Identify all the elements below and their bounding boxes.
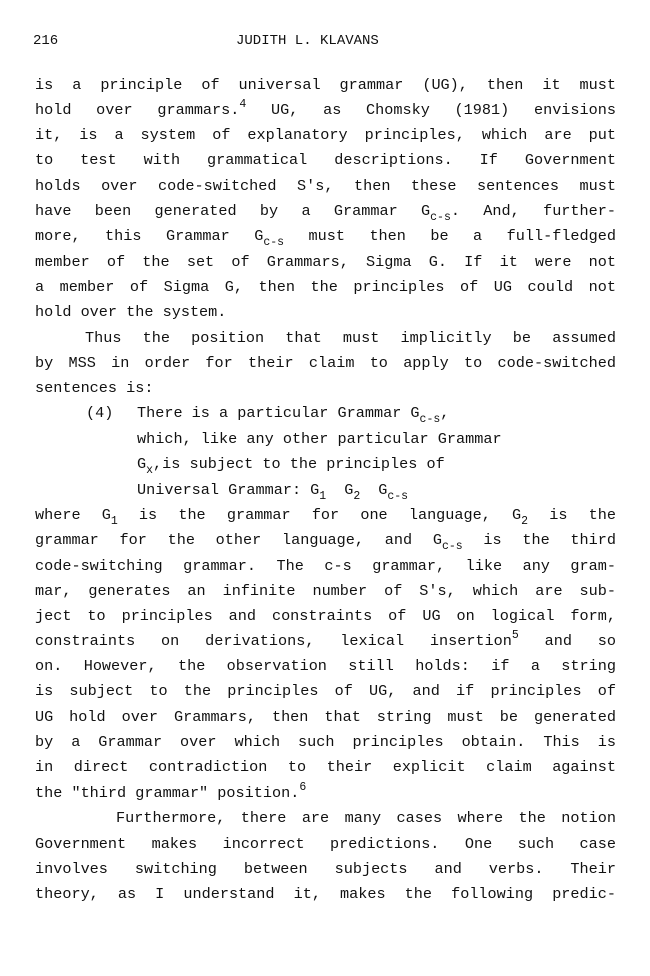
text-line: member of the set of Grammars, Sigma G. If it were not — [35, 253, 616, 271]
example-label: (4) — [86, 404, 114, 422]
text-line: where $G_1$ is the grammar for one language, $G_2$ is the — [35, 506, 616, 528]
text-line: grammar for the other language, and $G_{c-s}$ is the third — [35, 531, 616, 553]
text-line: constraints on derivations, lexical insertion$^5$ and so — [35, 629, 616, 650]
text-line: Government makes incorrect predictions. One such case — [35, 835, 616, 853]
example-line: $G_x,is$ subject to the principles of — [137, 455, 445, 477]
footnote-marker: 6 — [299, 781, 307, 794]
text-line: Thus the position that must implicitly be assumed — [85, 329, 616, 347]
text-line: is a principle of universal grammar (UG), then it must — [35, 76, 616, 94]
text-line: the "third grammar" position.$^6$ — [35, 781, 307, 802]
text-line: hold over grammars.$^4$ UG, as Chomsky (1981) envisions — [35, 98, 616, 119]
text-line: by MSS in order for their claim to apply to code-switched — [35, 354, 616, 372]
text-line: have been generated by a Grammar $G_{c-s}$. And, further- — [35, 202, 616, 224]
text-line: more, this Grammar $G_{c-s}$ must then be a full-fledged — [35, 227, 617, 249]
text-line: Furthermore, there are many cases where the notion — [116, 809, 616, 827]
text-line: it, is a system of explanatory principles, which are put — [35, 126, 616, 144]
text-line: to test with grammatical descriptions. If Government — [35, 151, 616, 169]
text-line: by a Grammar over which such principles obtain. This is — [35, 733, 616, 751]
text-line: holds over code-switched S's, then these sentences must — [35, 177, 616, 195]
text-line: is subject to the principles of UG, and if principles of — [35, 682, 616, 700]
page-number: 216 — [33, 33, 59, 49]
footnote-marker: 4 — [239, 98, 247, 111]
text-line: UG hold over Grammars, then that string must be generated — [35, 708, 616, 726]
text-line: a member of Sigma G, then the principles of UG could not — [35, 278, 616, 296]
text-line: sentences is: — [35, 379, 154, 397]
example-line: Universal Grammar: $G_1$ $G_2$ $G_{c-s}$ — [137, 481, 409, 503]
text-line: on. However, the observation still holds: if a string — [35, 657, 616, 675]
footnote-marker: 5 — [511, 629, 519, 642]
text-line: involves switching between subjects and verbs. Their — [35, 860, 616, 878]
text-line: mar, generates an infinite number of S's, which are sub- — [35, 582, 616, 600]
example-line: which, like any other particular Grammar — [137, 430, 502, 448]
text-line: in direct contradiction to their explicit claim against — [35, 758, 616, 776]
text-line: hold over the system. — [35, 303, 227, 321]
text-line: theory, as I understand it, makes the following predic- — [35, 885, 616, 903]
example-line: There is a particular Grammar $G_{c-s}$, — [137, 404, 450, 426]
text-line: code-switching grammar. The c-s grammar, like any gram- — [35, 557, 616, 575]
running-head: JUDITH L. KLAVANS — [236, 33, 379, 49]
text-line: ject to principles and constraints of UG on logical form, — [35, 607, 616, 625]
